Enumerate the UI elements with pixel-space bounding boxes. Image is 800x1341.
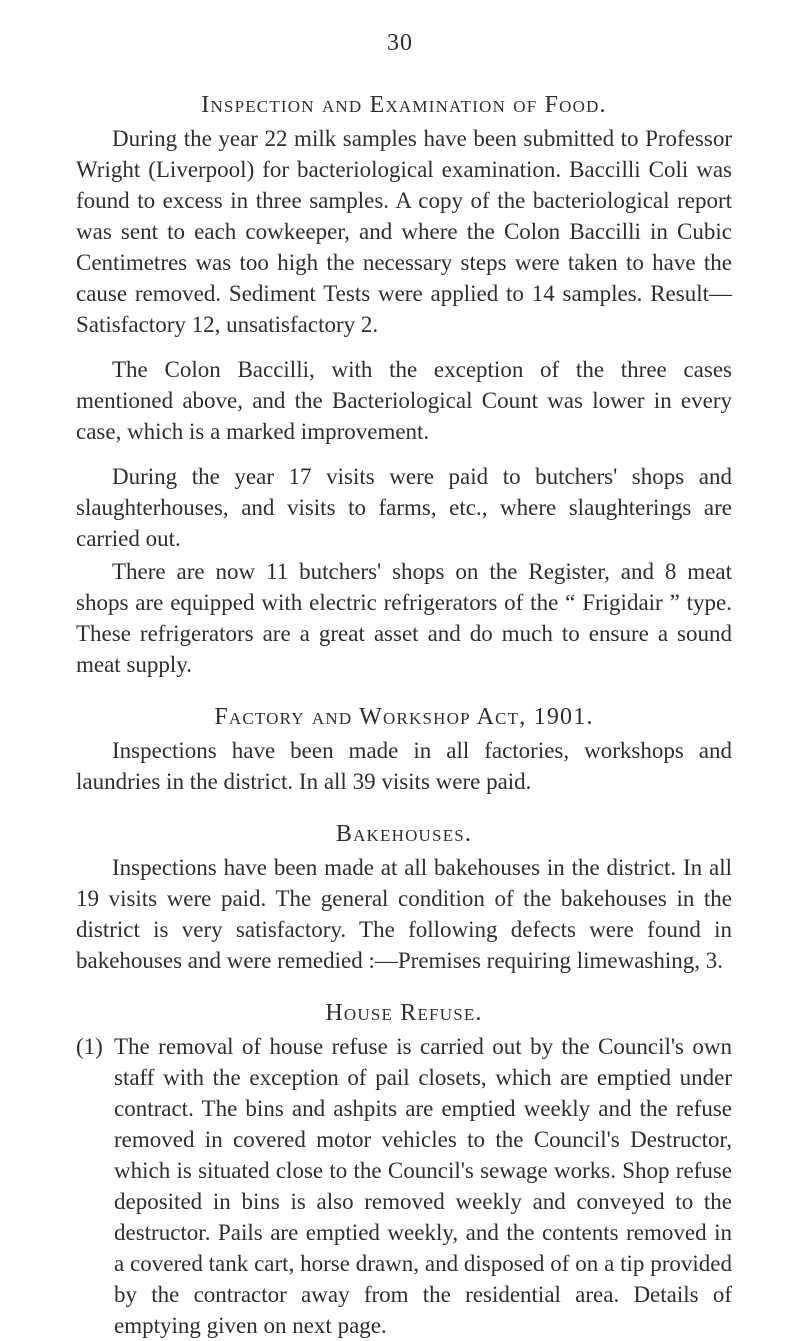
section-heading-house-refuse: House Refuse.	[325, 1000, 483, 1026]
item-number: (1)	[76, 1034, 103, 1059]
paragraph-bakehouse-inspections: Inspections have been made at all bakehouses in the district. In all 19 visits were paid. The general condition of the bakehouses in the district is very satisfactory. The following defects were found in bakehouses and were remedied :—Premises requiring limewashing, 3.	[76, 855, 732, 973]
paragraph-butchers-visits: During the year 17 visits were paid to butchers' shops and slaughterhouses, and visits to farms, etc., where slaughterings are carried out.	[76, 464, 732, 551]
numbered-item-refuse-removal	[76, 1031, 732, 1341]
section-heading-bakehouses: Bakehouses.	[335, 821, 473, 847]
page-number: 30	[387, 30, 413, 56]
paragraph-milk-samples: During the year 22 milk samples have been submitted to Professor Wright (Liverpool) for bacteriological examination. Baccilli Coli was found to excess in three samples. A copy of the bacteriological report was sent to each cowkeeper, and where the Colon Baccilli in Cubic Centimetres was too high the necessary steps were taken to have the cause removed. Sediment Tests were applied to 14 samples. Result—Satisfactory 12, unsatisfactory 2.	[76, 126, 732, 337]
paragraph-refrigerators: There are now 11 butchers' shops on the Register, and 8 meat shops are equipped with electric refrigerators of the “ Frigidair ” type. These refrigerators are a great asset and do much to ensure a sound meat supply.	[76, 559, 732, 677]
paragraph-factory-inspections: Inspections have been made in all factories, workshops and laundries in the district. In all 39 visits were paid.	[76, 738, 732, 794]
item-text: The removal of house refuse is carried out by the Council's own staff with the exception of pail closets, which are emptied under contract. The bins and ashpits are emptied weekly and the refuse removed in covered motor vehicles to the Council's Destructor, which is situated close to the Council's sewage works. Shop refuse deposited in bins is also removed weekly and conveyed to the destructor. Pails are emptied weekly, and the contents removed in a covered tank cart, horse drawn, and disposed of on a tip provided by the contractor away from the residential area. Details of emptying given on next page.	[114, 1034, 732, 1338]
page-content	[76, 90, 732, 1341]
section-heading-factory-act: Factory and Workshop Act, 1901.	[214, 704, 594, 730]
section-heading-food-inspection: Inspection and Examination of Food.	[201, 92, 607, 118]
paragraph-colon-baccilli: The Colon Baccilli, with the exception of the three cases mentioned above, and the Bacteriological Count was lower in every case, which is a marked improvement.	[76, 357, 732, 444]
